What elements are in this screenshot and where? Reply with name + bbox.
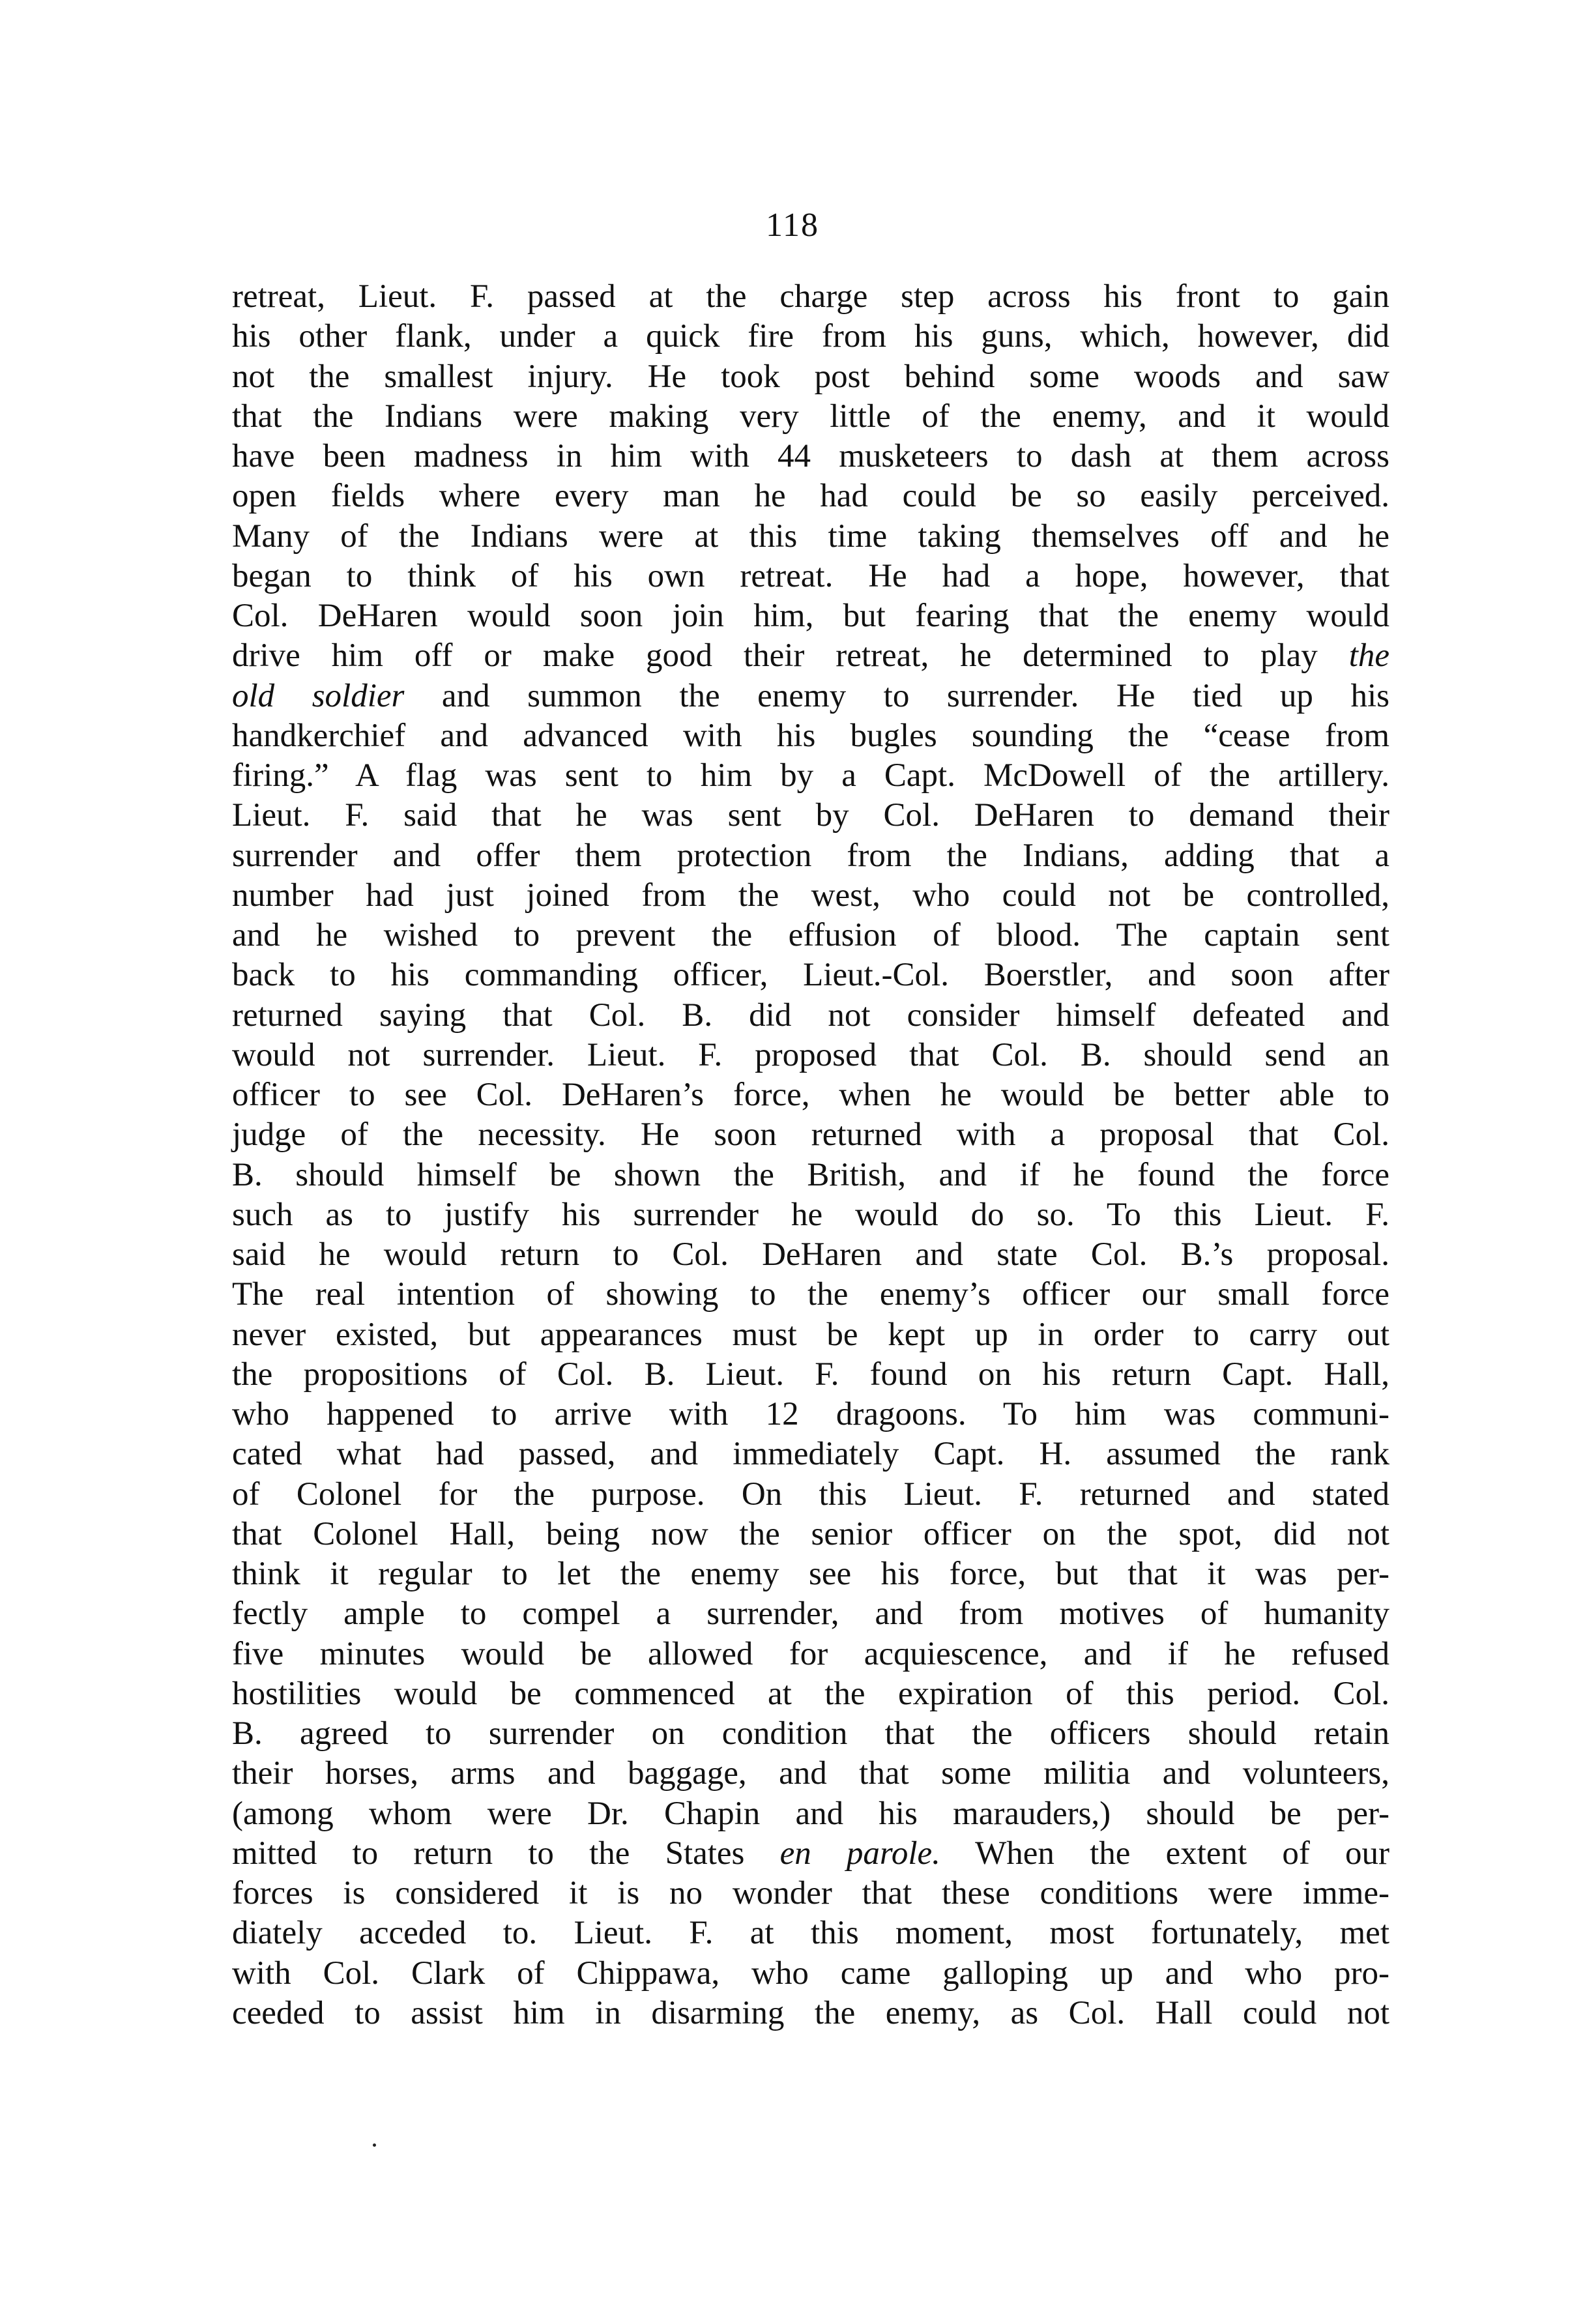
italic-text: en parole. (779, 1835, 940, 1872)
text-line (232, 836, 1389, 876)
text-segment: retreat, Lieut. F. passed at the charge step across his front to gain (232, 278, 1389, 315)
text-line (232, 1554, 1389, 1594)
text-segment: their horses, arms and baggage, and that some militia and volunteers, (232, 1755, 1389, 1792)
text-segment: think it regular to let the enemy see his force, but that it was per- (232, 1556, 1389, 1592)
text-line (232, 1515, 1389, 1554)
text-segment: number had just joined from the west, who could not be controlled, (232, 877, 1389, 914)
text-line (232, 277, 1389, 317)
text-segment: would not surrender. Lieut. F. proposed that Col. B. should send an (232, 1036, 1389, 1073)
text-line (232, 1075, 1389, 1115)
text-segment: (among whom were Dr. Chapin and his marauders,) should be per- (232, 1795, 1389, 1832)
text-segment: Lieut. F. said that he was sent by Col. DeHaren to demand their (232, 797, 1389, 834)
text-line (232, 676, 1389, 716)
text-segment: not the smallest injury. He took post behind some woods and saw (232, 358, 1389, 395)
text-segment: Col. DeHaren would soon join him, but fearing that the enemy would (232, 598, 1389, 634)
text-line (232, 1674, 1389, 1714)
text-segment: fectly ample to compel a surrender, and from motives of humanity (232, 1595, 1389, 1633)
text-line (232, 1475, 1389, 1515)
text-line (232, 1874, 1389, 1913)
text-line (232, 756, 1389, 796)
text-segment: and he wished to prevent the effusion of blood. The captain sent (232, 917, 1389, 953)
text-line (232, 1754, 1389, 1794)
text-segment: officer to see Col. DeHaren’s force, when he would be better able to (232, 1077, 1389, 1113)
text-line (232, 1634, 1389, 1674)
text-segment: diately acceded to. Lieut. F. at this moment, most fortunately, met (232, 1915, 1389, 1952)
text-segment: and summon the enemy to surrender. He tied up his (404, 677, 1389, 714)
text-segment: that the Indians were making very little of the enemy, and it would (232, 398, 1389, 435)
text-segment: returned saying that Col. B. did not consider himself defeated and (232, 996, 1389, 1034)
text-segment: judge of the necessity. He soon returned with a proposal that Col. (232, 1116, 1389, 1154)
text-line (232, 1155, 1389, 1195)
italic-text: the (1348, 637, 1389, 675)
text-line (232, 1594, 1389, 1634)
text-line (232, 1115, 1389, 1155)
text-line (232, 397, 1389, 437)
text-segment: such as to justify his surrender he would do so. To this Lieut. F. (232, 1196, 1389, 1233)
text-line (232, 716, 1389, 756)
text-line (232, 357, 1389, 397)
page-number: 118 (765, 207, 820, 244)
text-line (232, 1275, 1389, 1315)
text-line (232, 1794, 1389, 1834)
text-segment: open fields where every man he had could be so easily perceived. (232, 478, 1389, 515)
text-segment: said he would return to Col. DeHaren and state Col. B.’s proposal. (232, 1236, 1389, 1273)
text-segment: never existed, but appearances must be kept up in order to carry out (232, 1316, 1389, 1353)
text-line (232, 1714, 1389, 1754)
text-line (232, 476, 1389, 516)
text-segment: began to think of his own retreat. He had a hope, however, that (232, 557, 1389, 594)
text-segment: Many of the Indians were at this time taking themselves off and he (232, 517, 1389, 555)
text-line (232, 955, 1389, 995)
text-line (232, 636, 1389, 676)
text-line (232, 437, 1389, 476)
text-line (232, 1036, 1389, 1075)
text-segment: drive him off or make good their retreat, he determined to play (232, 637, 1349, 675)
text-segment: cated what had passed, and immediately Capt. H. assumed the rank (232, 1436, 1389, 1473)
text-segment: B. should himself be shown the British, and if he found the force (232, 1156, 1389, 1193)
text-segment: The real intention of showing to the enemy’s officer our small force (232, 1276, 1389, 1313)
text-line (232, 1355, 1389, 1395)
text-line (232, 996, 1389, 1036)
text-line (232, 1195, 1389, 1235)
text-segment: back to his commanding officer, Lieut.-Col. Boerstler, and soon after (232, 957, 1389, 994)
text-segment: the propositions of Col. B. Lieut. F. found on his return Capt. Hall, (232, 1356, 1389, 1393)
text-segment: who happened to arrive with 12 dragoons. To him was communi- (232, 1396, 1389, 1432)
text-line (232, 1434, 1389, 1474)
text-line (232, 1834, 1389, 1874)
text-segment: of Colonel for the purpose. On this Lieut. F. returned and stated (232, 1475, 1389, 1513)
text-segment: that Colonel Hall, being now the senior officer on the spot, did not (232, 1515, 1389, 1552)
text-segment: with Col. Clark of Chippawa, who came galloping up and who pro- (232, 1954, 1389, 1992)
text-line (232, 1954, 1389, 1994)
text-segment: have been madness in him with 44 musketeers to dash at them across (232, 438, 1389, 474)
text-line (232, 1315, 1389, 1355)
text-line (232, 1994, 1389, 2033)
text-segment: surrender and offer them protection from the Indians, adding that a (232, 837, 1389, 874)
body-text (232, 277, 1389, 2033)
text-segment: his other flank, under a quick fire from his guns, which, however, did (232, 318, 1389, 355)
text-segment: mitted to return to the States (232, 1835, 780, 1872)
text-segment: When the extent of our (940, 1835, 1389, 1872)
text-line (232, 557, 1389, 596)
text-segment: hostilities would be commenced at the expiration of this period. Col. (232, 1675, 1389, 1712)
print-speck (373, 2143, 376, 2147)
text-segment: ceeded to assist him in disarming the enemy, as Col. Hall could not (232, 1994, 1389, 2031)
text-line (232, 596, 1389, 636)
text-line (232, 796, 1389, 835)
text-segment: forces is considered it is no wonder that these conditions were imme- (232, 1875, 1389, 1911)
text-segment: B. agreed to surrender on condition that the officers should retain (232, 1715, 1389, 1752)
text-line (232, 1235, 1389, 1275)
text-segment: firing.” A flag was sent to him by a Capt. McDowell of the artillery. (232, 757, 1389, 794)
text-line (232, 1913, 1389, 1953)
italic-text: old soldier (232, 677, 405, 714)
text-line (232, 1395, 1389, 1434)
text-line (232, 916, 1389, 955)
text-segment: handkerchief and advanced with his bugles sounding the “cease from (232, 717, 1389, 754)
text-line (232, 317, 1389, 356)
text-segment: five minutes would be allowed for acquiescence, and if he refused (232, 1635, 1389, 1672)
text-line (232, 876, 1389, 916)
text-line (232, 517, 1389, 557)
